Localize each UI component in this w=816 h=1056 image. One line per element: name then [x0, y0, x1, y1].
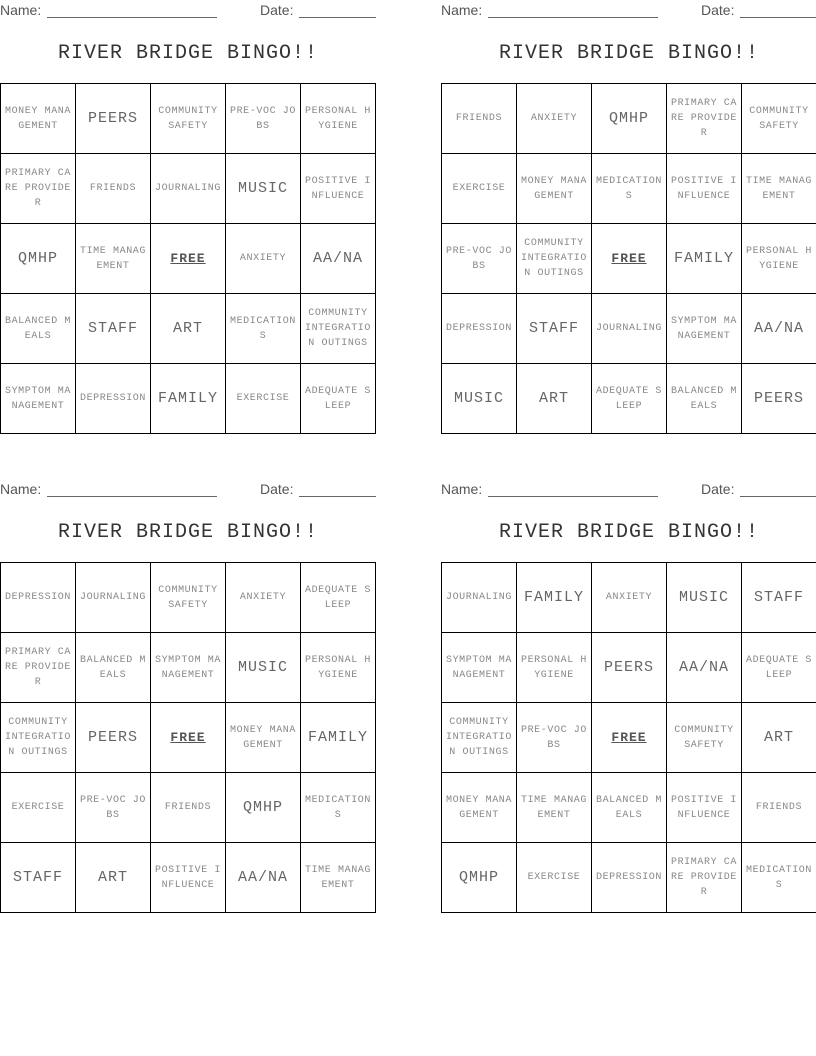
bingo-cell[interactable]: ANXIETY — [592, 563, 667, 633]
name-blank[interactable] — [488, 17, 658, 18]
bingo-cell[interactable]: MONEY MANAGEMENT — [226, 703, 301, 773]
bingo-cell[interactable]: QMHP — [226, 773, 301, 843]
bingo-cell[interactable]: MUSIC — [226, 633, 301, 703]
bingo-cell[interactable]: MONEY MANAGEMENT — [1, 84, 76, 154]
bingo-cell[interactable]: MEDICATIONS — [301, 773, 376, 843]
bingo-cell[interactable]: ART — [742, 703, 816, 773]
bingo-cell[interactable]: DEPRESSION — [442, 294, 517, 364]
bingo-cell[interactable]: FAMILY — [151, 364, 226, 434]
date-label: Date: — [701, 481, 735, 497]
bingo-cell[interactable]: FRIENDS — [151, 773, 226, 843]
bingo-cell[interactable]: COMMUNITY SAFETY — [151, 84, 226, 154]
bingo-cell[interactable]: STAFF — [76, 294, 151, 364]
bingo-cell[interactable]: FRIENDS — [76, 154, 151, 224]
bingo-cell[interactable]: AA/NA — [742, 294, 816, 364]
bingo-cell[interactable]: PRIMARY CARE PROVIDER — [667, 843, 742, 913]
bingo-cell[interactable]: EXERCISE — [226, 364, 301, 434]
bingo-cell[interactable]: STAFF — [742, 563, 816, 633]
date-blank[interactable] — [740, 17, 816, 18]
bingo-cell[interactable]: BALANCED MEALS — [592, 773, 667, 843]
card-title: RIVER BRIDGE BINGO!! — [57, 521, 319, 544]
bingo-cell[interactable]: FRIENDS — [442, 84, 517, 154]
bingo-cell[interactable]: JOURNALING — [592, 294, 667, 364]
bingo-cell[interactable]: TIME MANAGEMENT — [742, 154, 816, 224]
bingo-cell[interactable]: JOURNALING — [151, 154, 226, 224]
bingo-cell[interactable]: JOURNALING — [76, 563, 151, 633]
bingo-cell[interactable]: SYMPTOM MANAGEMENT — [442, 633, 517, 703]
bingo-cell[interactable]: COMMUNITY SAFETY — [742, 84, 816, 154]
bingo-cell[interactable]: TIME MANAGEMENT — [76, 224, 151, 294]
date-label: Date: — [701, 2, 735, 18]
card-title: RIVER BRIDGE BINGO!! — [498, 42, 760, 65]
bingo-cell[interactable]: ADEQUATE SLEEP — [301, 364, 376, 434]
bingo-cell[interactable]: BALANCED MEALS — [1, 294, 76, 364]
bingo-cell[interactable]: FAMILY — [517, 563, 592, 633]
bingo-cell[interactable]: PERSONAL HYGIENE — [742, 224, 816, 294]
bingo-cell[interactable]: AA/NA — [667, 633, 742, 703]
bingo-cell[interactable]: POSITIVE INFLUENCE — [667, 773, 742, 843]
bingo-cell[interactable]: BALANCED MEALS — [667, 364, 742, 434]
date-label: Date: — [260, 2, 294, 18]
bingo-card-2 — [441, 0, 816, 440]
bingo-cell[interactable]: PEERS — [76, 703, 151, 773]
card-header — [441, 2, 816, 22]
free-space[interactable]: FREE — [592, 703, 667, 773]
bingo-cell[interactable]: STAFF — [1, 843, 76, 913]
date-blank[interactable] — [299, 17, 376, 18]
bingo-cell[interactable]: PEERS — [76, 84, 151, 154]
bingo-cell[interactable]: ART — [151, 294, 226, 364]
bingo-cell[interactable]: PRE-VOC JOBS — [226, 84, 301, 154]
bingo-cell[interactable]: COMMUNITY SAFETY — [151, 563, 226, 633]
bingo-cell[interactable]: MEDICATIONS — [592, 154, 667, 224]
bingo-cell[interactable]: POSITIVE INFLUENCE — [151, 843, 226, 913]
bingo-cell[interactable]: ADEQUATE SLEEP — [592, 364, 667, 434]
bingo-cell[interactable]: PEERS — [742, 364, 816, 434]
bingo-cell[interactable]: COMMUNITY SAFETY — [667, 703, 742, 773]
bingo-cell[interactable]: MEDICATIONS — [742, 843, 816, 913]
bingo-cell[interactable]: FAMILY — [667, 224, 742, 294]
bingo-cell[interactable]: SYMPTOM MANAGEMENT — [1, 364, 76, 434]
bingo-cell[interactable]: DEPRESSION — [592, 843, 667, 913]
name-blank[interactable] — [488, 496, 658, 497]
bingo-cell[interactable]: PERSONAL HYGIENE — [517, 633, 592, 703]
bingo-cell[interactable]: PERSONAL HYGIENE — [301, 84, 376, 154]
bingo-cell[interactable]: TIME MANAGEMENT — [301, 843, 376, 913]
bingo-card-1 — [0, 0, 376, 440]
bingo-cell[interactable]: PRIMARY CARE PROVIDER — [1, 633, 76, 703]
card-title: RIVER BRIDGE BINGO!! — [57, 42, 319, 65]
bingo-cell[interactable]: TIME MANAGEMENT — [517, 773, 592, 843]
bingo-cell[interactable]: ADEQUATE SLEEP — [742, 633, 816, 703]
bingo-cell[interactable]: MUSIC — [442, 364, 517, 434]
bingo-cell[interactable]: PRE-VOC JOBS — [76, 773, 151, 843]
bingo-cell[interactable]: COMMUNITY INTEGRATION OUTINGS — [1, 703, 76, 773]
bingo-cell[interactable]: FAMILY — [301, 703, 376, 773]
bingo-cell[interactable]: SYMPTOM MANAGEMENT — [151, 633, 226, 703]
bingo-cell[interactable]: SYMPTOM MANAGEMENT — [667, 294, 742, 364]
bingo-cell[interactable]: STAFF — [517, 294, 592, 364]
bingo-cell[interactable]: QMHP — [442, 843, 517, 913]
bingo-cell[interactable]: ANXIETY — [517, 84, 592, 154]
bingo-cell[interactable]: ANXIETY — [226, 563, 301, 633]
free-space[interactable]: FREE — [151, 224, 226, 294]
bingo-cell[interactable]: AA/NA — [301, 224, 376, 294]
card-header — [441, 481, 816, 501]
bingo-cell[interactable]: QMHP — [592, 84, 667, 154]
bingo-cell[interactable]: MUSIC — [667, 563, 742, 633]
free-space[interactable]: FREE — [592, 224, 667, 294]
name-label: Name: — [0, 2, 42, 18]
bingo-cell[interactable]: MONEY MANAGEMENT — [517, 154, 592, 224]
bingo-cell[interactable]: EXERCISE — [1, 773, 76, 843]
bingo-cell[interactable]: POSITIVE INFLUENCE — [301, 154, 376, 224]
bingo-grid — [0, 83, 376, 434]
bingo-card-3 — [0, 479, 376, 919]
bingo-cell[interactable]: ART — [517, 364, 592, 434]
bingo-cell[interactable]: COMMUNITY INTEGRATION OUTINGS — [301, 294, 376, 364]
card-title: RIVER BRIDGE BINGO!! — [498, 521, 760, 544]
date-blank[interactable] — [299, 496, 376, 497]
bingo-cell[interactable]: AA/NA — [226, 843, 301, 913]
bingo-cell[interactable]: COMMUNITY INTEGRATION OUTINGS — [442, 703, 517, 773]
bingo-cell[interactable]: DEPRESSION — [76, 364, 151, 434]
bingo-cell[interactable]: PERSONAL HYGIENE — [301, 633, 376, 703]
bingo-cell[interactable]: POSITIVE INFLUENCE — [667, 154, 742, 224]
name-label: Name: — [441, 2, 483, 18]
bingo-cell[interactable]: COMMUNITY INTEGRATION OUTINGS — [517, 224, 592, 294]
bingo-card-4 — [441, 479, 816, 919]
bingo-cell[interactable]: MONEY MANAGEMENT — [442, 773, 517, 843]
date-label: Date: — [260, 481, 294, 497]
bingo-grid — [0, 562, 376, 913]
bingo-cell[interactable]: DEPRESSION — [1, 563, 76, 633]
bingo-cell[interactable]: PRIMARY CARE PROVIDER — [667, 84, 742, 154]
bingo-cell[interactable]: PRIMARY CARE PROVIDER — [1, 154, 76, 224]
card-header — [0, 481, 376, 501]
bingo-cell[interactable]: QMHP — [1, 224, 76, 294]
name-blank[interactable] — [47, 496, 217, 497]
bingo-cell[interactable]: JOURNALING — [442, 563, 517, 633]
bingo-cell[interactable]: PEERS — [592, 633, 667, 703]
date-blank[interactable] — [740, 496, 816, 497]
bingo-cell[interactable]: MEDICATIONS — [226, 294, 301, 364]
bingo-cell[interactable]: ART — [76, 843, 151, 913]
free-space[interactable]: FREE — [151, 703, 226, 773]
bingo-cell[interactable]: EXERCISE — [517, 843, 592, 913]
name-blank[interactable] — [47, 17, 217, 18]
bingo-cell[interactable]: BALANCED MEALS — [76, 633, 151, 703]
bingo-cell[interactable]: PRE-VOC JOBS — [442, 224, 517, 294]
bingo-cell[interactable]: ADEQUATE SLEEP — [301, 563, 376, 633]
bingo-cell[interactable]: ANXIETY — [226, 224, 301, 294]
bingo-grid — [441, 83, 816, 434]
card-header — [0, 2, 376, 22]
name-label: Name: — [441, 481, 483, 497]
bingo-grid — [441, 562, 816, 913]
name-label: Name: — [0, 481, 42, 497]
bingo-cell[interactable]: FRIENDS — [742, 773, 816, 843]
bingo-cell[interactable]: PRE-VOC JOBS — [517, 703, 592, 773]
bingo-cell[interactable]: MUSIC — [226, 154, 301, 224]
bingo-cell[interactable]: EXERCISE — [442, 154, 517, 224]
